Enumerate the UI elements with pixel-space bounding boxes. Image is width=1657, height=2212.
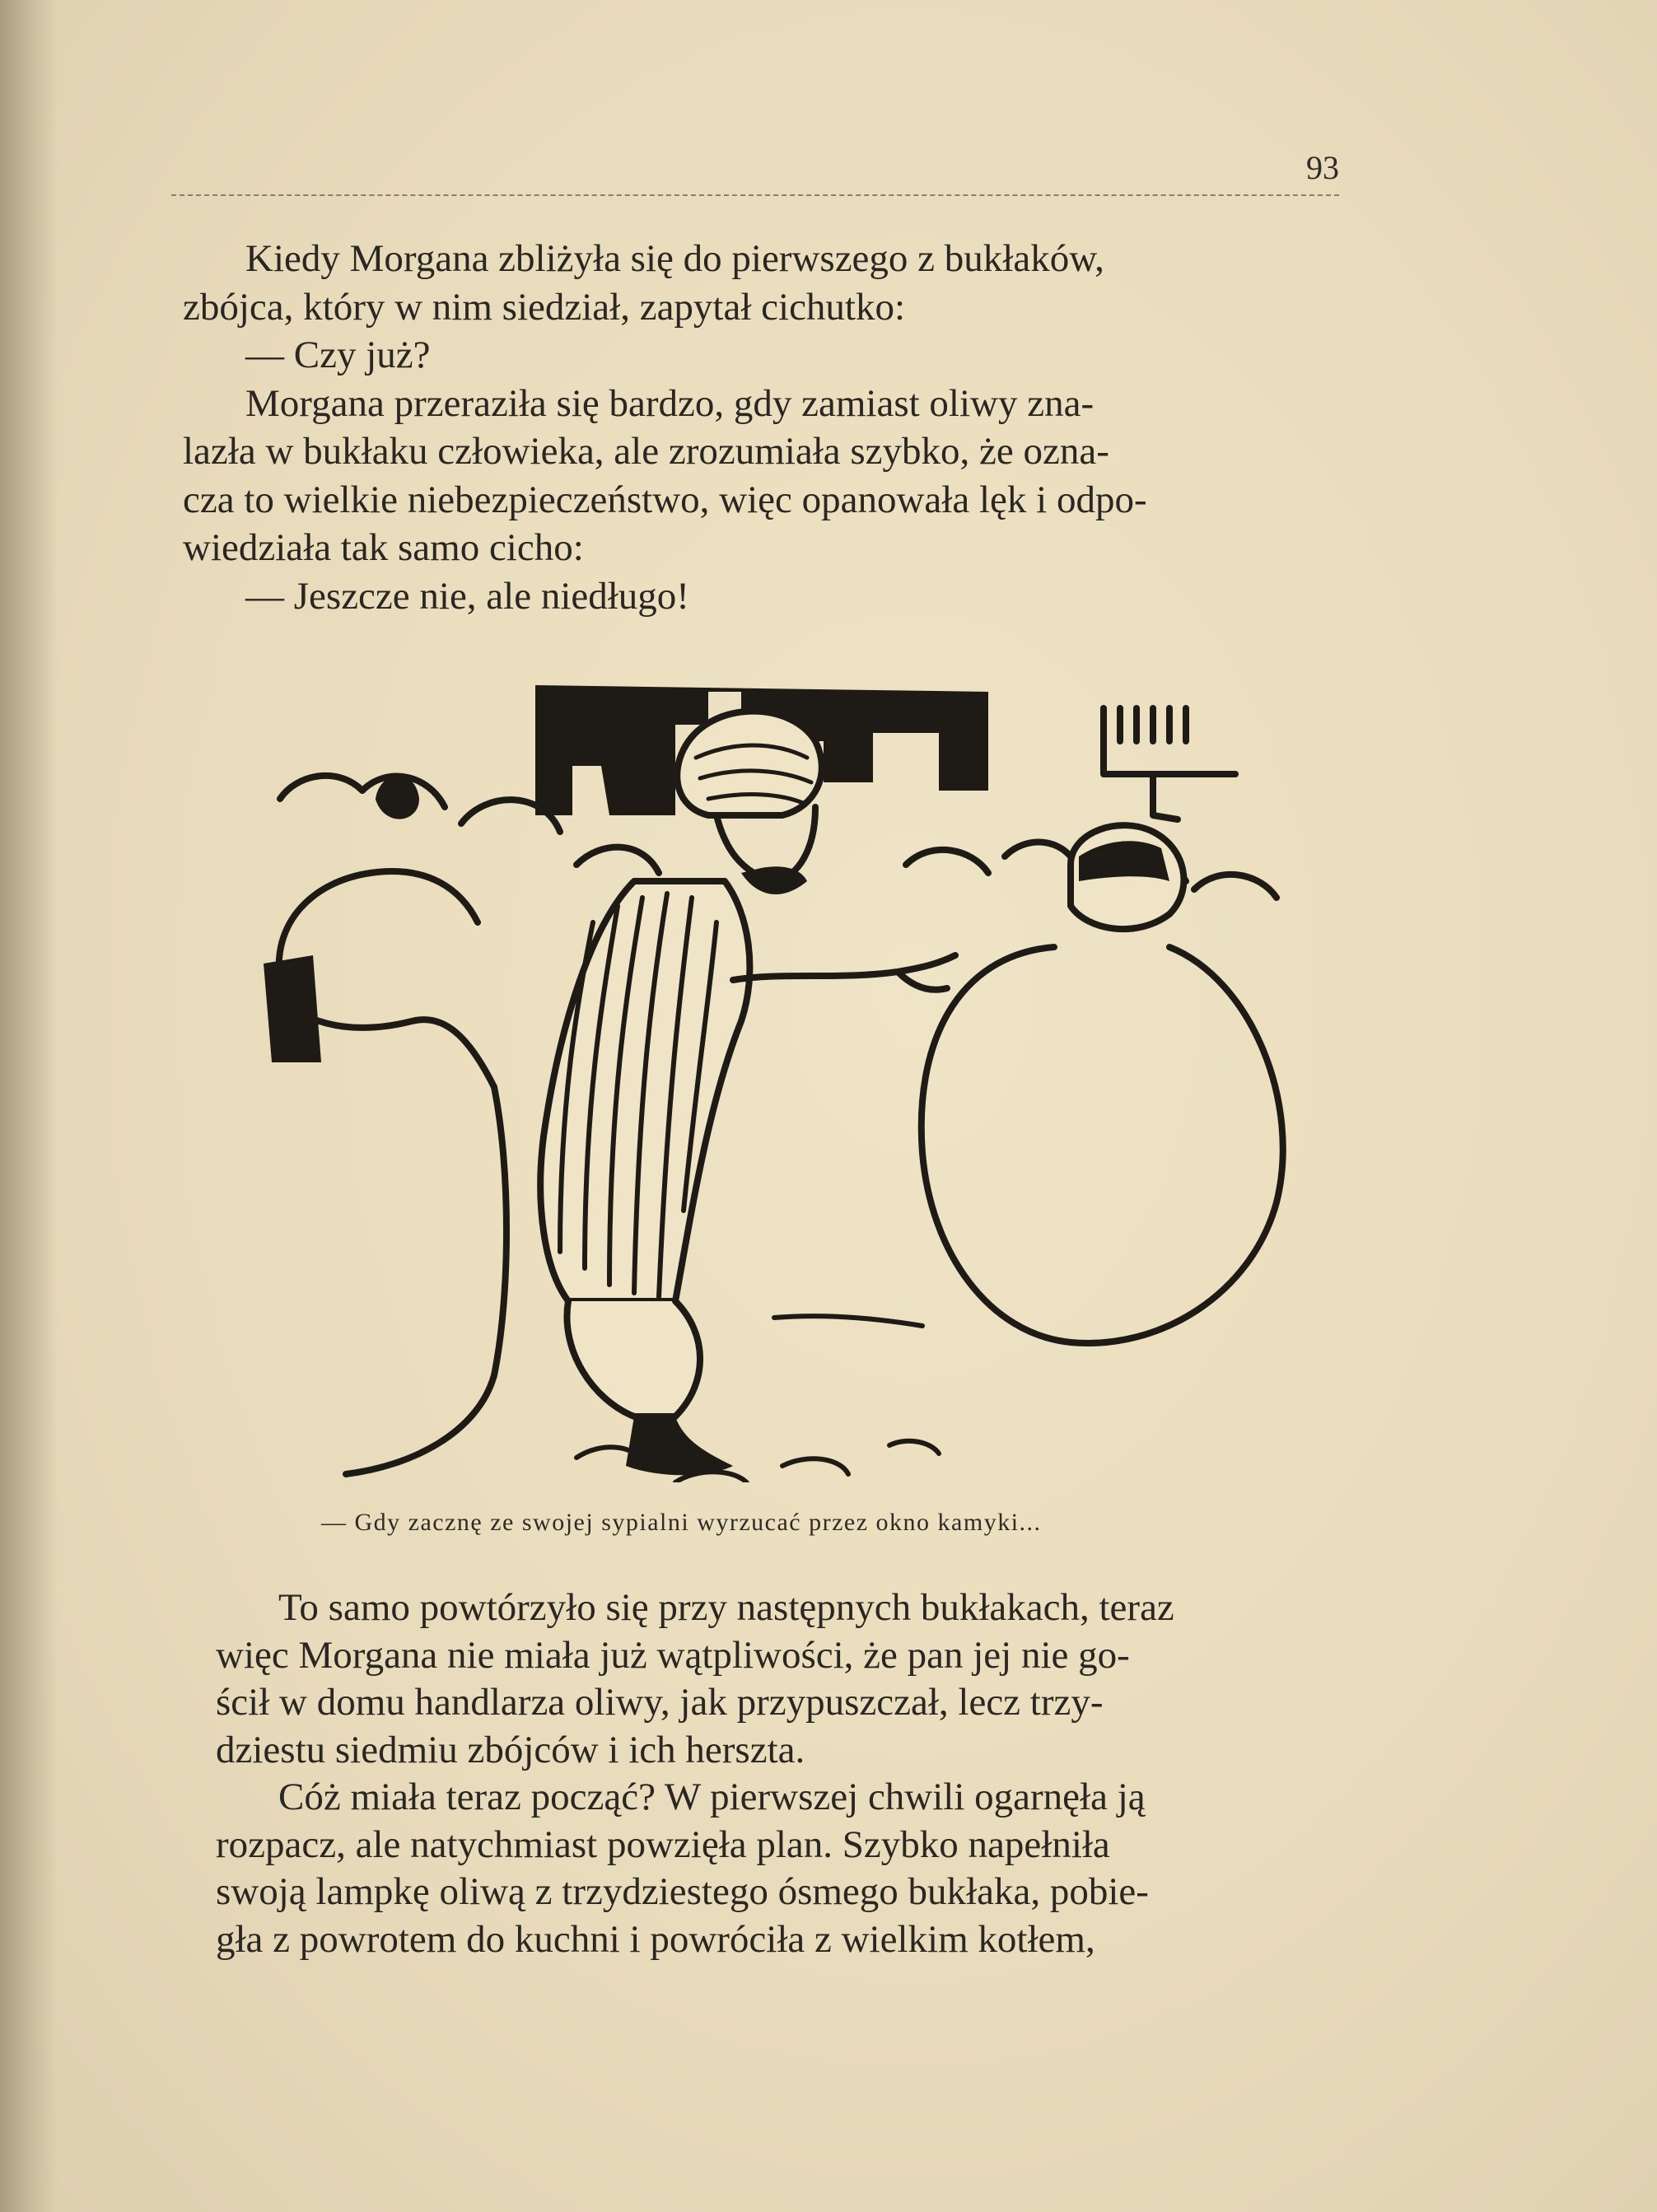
text-line: — Jeszcze nie, ale niedługo!: [245, 574, 689, 618]
text-block-top: [183, 235, 1361, 620]
right-jar: [922, 947, 1283, 1343]
running-head: [171, 145, 1339, 196]
tower-outline: [1104, 708, 1235, 819]
page-number: 93: [1306, 149, 1339, 186]
text-line: lazła w bukłaku człowieka, ale zrozumiała szybko, że ozna-: [183, 430, 1109, 473]
trousers: [567, 1301, 700, 1416]
text-line: ścił w domu handlarza oliwy, jak przypuszczał, lecz trzy-: [216, 1681, 1104, 1724]
text-block-bottom: [216, 1584, 1361, 1963]
text-line: rozpacz, ale natychmiast powzięła plan. Szybko napełniła: [216, 1822, 1110, 1866]
slipper: [626, 1416, 733, 1475]
text-line: wiedziała tak samo cicho:: [183, 526, 584, 569]
head-in-jar-left: [379, 779, 416, 816]
text-line: To samo powtórzyło się przy następnych bukłakach, teraz: [278, 1586, 1174, 1629]
text-line: dziestu siedmiu zbójców i ich herszta.: [216, 1728, 805, 1771]
text-line: cza to wielkie niebezpieczeństwo, więc opanowała lęk i odpo-: [183, 478, 1147, 521]
pointing-arm: [733, 955, 955, 990]
floor-line: [774, 1316, 922, 1326]
book-spine-shadow: [0, 0, 58, 2212]
illustration-caption: — Gdy zacznę ze swojej sypialni wyrzucać przez okno kamyki...: [321, 1509, 1042, 1536]
text-line: Kiedy Morgana zbliżyła się do pierwszego z bukłaków,: [245, 237, 1104, 280]
fez-robber: [264, 955, 321, 1062]
text-line: Morgana przeraziła się bardzo, gdy zamiast oliwy zna-: [245, 381, 1095, 425]
ink-illustration: [247, 675, 1318, 1482]
text-line: Cóż miała teraz począć? W pierwszej chwili ogarnęła ją: [278, 1776, 1146, 1818]
text-line: zbójca, który w nim siedział, zapytał cichutko:: [183, 285, 906, 329]
text-line: — Czy już?: [245, 334, 431, 376]
text-line: swoją lampkę oliwą z trzydziestego ósmego bukłaka, pobie-: [216, 1870, 1149, 1913]
tail-line: [346, 1087, 506, 1474]
text-line: więc Morgana nie miała już wątpliwości, że pan jej nie go-: [216, 1633, 1130, 1677]
text-line: gła z powrotem do kuchni i powróciła z wielkim kotłem,: [216, 1917, 1095, 1961]
